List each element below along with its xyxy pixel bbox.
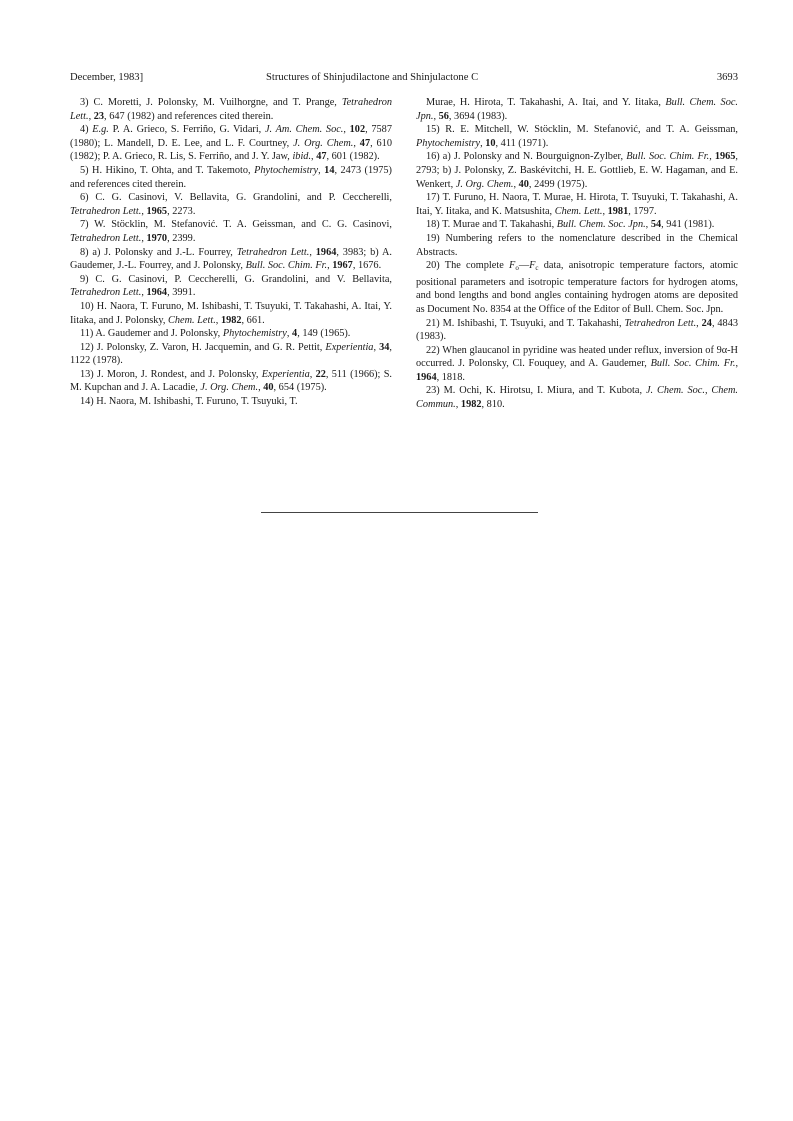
reference-text: ibid. xyxy=(292,151,312,163)
reference-text: Tetrahedron Lett. xyxy=(70,97,392,122)
reference-text: Bull. Chem. Soc. Jpn. xyxy=(556,219,646,231)
reference-text: 21) M. Ishibashi, T. Tsuyuki, and T. Takahashi, xyxy=(426,317,625,329)
reference-text: 19) Numbering refers to the nomenclature described in the Chemical Abstracts. xyxy=(416,232,738,258)
running-header xyxy=(70,72,738,88)
reference-entry xyxy=(416,259,738,316)
reference-text: 8) a) J. Polonsky and J.-L. Fourrey, xyxy=(80,246,237,258)
references-left-column xyxy=(70,96,392,409)
reference-text: 1981 xyxy=(607,205,629,217)
reference-text: , 941 (1981). xyxy=(661,219,715,231)
reference-text: Tetrahedron Lett. xyxy=(624,317,697,329)
reference-text: 24 xyxy=(701,317,712,329)
reference-text: , xyxy=(480,137,486,149)
reference-entry xyxy=(70,327,392,341)
reference-text: , xyxy=(141,205,147,217)
reference-text: , 149 (1965). xyxy=(297,328,351,340)
reference-text: 5) H. Hikino, T. Ohta, and T. Takemoto, xyxy=(80,164,255,176)
reference-text: , xyxy=(309,368,316,380)
reference-text: 12) J. Polonsky, Z. Varon, H. Jacquemin, and G. R. Pettit, xyxy=(80,341,326,353)
reference-text: , 601 (1982). xyxy=(326,151,380,163)
reference-text: Tetrahedron Lett. xyxy=(236,246,310,258)
reference-text: , 3983; b) A. Gaudemer, J.-L. Fourrey, and J. Polonsky, xyxy=(70,246,392,272)
reference-text: J. Org. Chem. xyxy=(200,382,259,394)
reference-text: 40 xyxy=(518,178,529,190)
reference-entry xyxy=(70,96,392,123)
reference-text: , 1818. xyxy=(436,371,465,383)
reference-text: o xyxy=(515,264,519,273)
reference-text: 1964 xyxy=(416,371,437,383)
reference-text: Tetrahedron Lett. xyxy=(70,287,142,299)
reference-text: , 1676. xyxy=(352,260,382,272)
reference-text: , xyxy=(343,124,350,136)
reference-text: , xyxy=(309,246,316,258)
reference-text: , 2499 (1975). xyxy=(528,178,588,190)
reference-text: , 810. xyxy=(481,399,505,411)
reference-text: Bull. Soc. Chim. Fr. xyxy=(245,260,328,272)
reference-text: , xyxy=(602,205,608,217)
reference-text: , xyxy=(373,341,380,353)
reference-text: 15) R. E. Mitchell, W. Stöcklin, M. Stefanović, and T. A. Geissman, xyxy=(426,124,738,136)
reference-text: 22) When glaucanol in pyridine was heated under reflux, inversion of 9α-H occurred. J. Polonsky, Cl. Fouquey, and A. Gaudemer, xyxy=(416,344,738,370)
reference-text: J. Am. Chem. Soc. xyxy=(264,124,344,136)
end-rule xyxy=(261,512,538,513)
reference-text: 14 xyxy=(324,164,335,176)
reference-entry xyxy=(416,191,738,218)
reference-text: Bull. Soc. Chim. Fr. xyxy=(650,358,736,370)
reference-text: 20) The complete xyxy=(426,260,510,272)
reference-text: 23) M. Ochi, K. Hirotsu, I. Miura, and T. Kubota, xyxy=(426,385,646,397)
reference-text: , xyxy=(433,110,439,122)
reference-text: 11) A. Gaudemer and J. Polonsky, xyxy=(80,328,223,340)
reference-text: Tetrahedron Lett. xyxy=(70,205,142,217)
reference-text: , xyxy=(735,358,739,370)
reference-text: 10 xyxy=(485,137,496,149)
reference-text: , 511 (1966); S. M. Kupchan and J. A. Lacadie, xyxy=(70,368,392,394)
reference-text: 1965 xyxy=(714,151,736,163)
reference-entry xyxy=(70,164,392,191)
reference-entry xyxy=(416,218,738,232)
reference-text: 1967 xyxy=(332,260,353,272)
reference-text: Murae, H. Hirota, T. Takahashi, A. Itai, and Y. Iitaka, xyxy=(426,97,666,108)
reference-text: 1970 xyxy=(146,232,168,244)
reference-text: 34 xyxy=(379,341,390,353)
reference-text: 7) W. Stöcklin, M. Stefanović. T. A. Geissman, and C. G. Casinovi, xyxy=(80,219,392,231)
reference-text: 54 xyxy=(650,219,662,231)
reference-text: , xyxy=(286,328,293,340)
reference-text: , xyxy=(258,382,264,394)
reference-text: J. Chem. Soc., Chem. Commun. xyxy=(416,385,739,411)
reference-text: , xyxy=(455,399,461,411)
reference-entry xyxy=(416,384,738,411)
reference-entry xyxy=(416,150,738,191)
reference-text: F xyxy=(529,260,536,272)
reference-entry xyxy=(70,218,392,245)
reference-text: E.g. xyxy=(92,124,109,136)
reference-text: 1982 xyxy=(220,314,242,326)
reference-text: 1982 xyxy=(460,399,482,411)
reference-text: , xyxy=(311,151,317,163)
reference-entry xyxy=(416,232,738,259)
reference-entry xyxy=(70,273,392,300)
reference-text: 6) C. G. Casinovi, V. Bellavita, G. Grandolini, and P. Ceccherelli, xyxy=(80,192,392,204)
reference-text: , 647 (1982) and references cited therein. xyxy=(104,110,274,122)
reference-text: , 7587 (1980); L. Mandell, D. E. Lee, and L. F. Courtney, xyxy=(70,124,392,149)
reference-entry xyxy=(70,246,392,273)
reference-text: Chem. Lett. xyxy=(554,205,603,217)
reference-text: , xyxy=(709,151,715,163)
reference-text: , xyxy=(318,164,325,176)
reference-text: 16) a) J. Polonsky and N. Bourguignon-Zylber, xyxy=(426,151,627,163)
reference-text: , 2473 (1975) and references cited therein. xyxy=(70,164,392,190)
reference-entry xyxy=(70,341,392,368)
reference-text: , xyxy=(513,178,519,190)
reference-text: 40 xyxy=(263,382,274,394)
reference-text: Chem. Lett. xyxy=(168,314,216,326)
references-right-column xyxy=(416,96,738,412)
reference-text: c xyxy=(535,264,539,273)
reference-text: 10) H. Naora, T. Furuno, M. Ishibashi, T. Tsuyuki, T. Takahashi, A. Itai, Y. Iitaka, and J. Polonsky, xyxy=(70,300,392,326)
header-date: December, 1983] xyxy=(70,72,144,83)
reference-text: Phytochemistry xyxy=(254,164,319,176)
reference-entry xyxy=(416,96,738,123)
reference-text: 1964 xyxy=(146,287,168,299)
reference-text: 1965 xyxy=(146,205,168,217)
header-title: Structures of Shinjudilactone and Shinjulactone C xyxy=(266,72,479,83)
reference-text: 23 xyxy=(93,110,105,122)
reference-text: , xyxy=(141,232,147,244)
reference-text: , 1797. xyxy=(628,205,657,217)
reference-text: , 654 (1975). xyxy=(273,382,327,394)
reference-text: Experientia xyxy=(325,341,374,353)
reference-text: 47 xyxy=(316,151,327,163)
reference-entry xyxy=(70,395,392,409)
reference-text: 17) T. Furuno, H. Naora, T. Murae, H. Hirota, T. Tsuyuki, T. Takahashi, A. Itai, Y. Iitaka, and K. Matsushita, xyxy=(416,192,738,217)
reference-text: , 3694 (1983). xyxy=(448,110,508,122)
reference-text: Phytochemistry xyxy=(222,328,287,340)
reference-text: , 2793; b) J. Polonsky, Z. Baskévitchi, H. E. Gottlieb, E. W. Hagaman, and E. Wenkert, xyxy=(416,151,738,190)
reference-entry xyxy=(416,123,738,150)
reference-text: Bull. Soc. Chim. Fr. xyxy=(626,151,710,163)
reference-text: J. Org. Chem. xyxy=(293,137,354,149)
reference-text: Tetrahedron Lett. xyxy=(70,232,142,244)
reference-text: Phytochemistry xyxy=(416,137,481,149)
reference-text: 13) J. Moron, J. Rondest, and J. Polonsky, xyxy=(80,368,262,380)
reference-text: , 610 (1982); P. A. Grieco, R. Lis, S. Ferriño, and J. Y. Jaw, xyxy=(70,137,392,163)
reference-entry xyxy=(70,368,392,395)
reference-text: , 661. xyxy=(241,314,265,326)
reference-text: , xyxy=(645,219,651,231)
reference-text: , 1122 (1978). xyxy=(70,341,392,367)
reference-text: — xyxy=(518,260,530,272)
reference-entry xyxy=(416,344,738,385)
reference-entry xyxy=(416,317,738,344)
reference-text: , xyxy=(215,314,221,326)
reference-text: Experientia xyxy=(261,368,310,380)
page-number: 3693 xyxy=(716,72,738,83)
reference-text: 9) C. G. Casinovi, P. Ceccherelli, G. Grandolini, and V. Bellavita, xyxy=(80,273,392,285)
reference-text: , 2273. xyxy=(167,205,196,217)
reference-entry xyxy=(70,123,392,164)
reference-text: , 3991. xyxy=(167,287,196,299)
reference-text: , xyxy=(141,287,147,299)
reference-text: 14) H. Naora, M. Ishibashi, T. Furuno, T. Tsuyuki, T. xyxy=(80,396,298,408)
reference-text: data, anisotropic temperature factors, atomic positional parameters and isotropic temperature factors for hydrogen atoms, and bond lengths and bond angles containing hydrogen atoms are deposited as Document No. 8354 at the Office of the Editor of Bull. Chem. Soc. Jpn. xyxy=(416,260,739,315)
reference-text: 4 xyxy=(292,328,298,340)
reference-text: Bull. Chem. Soc. Jpn. xyxy=(416,97,738,122)
reference-text: 22 xyxy=(315,368,326,380)
reference-text: , xyxy=(88,110,94,122)
reference-text: , xyxy=(696,317,702,329)
reference-text: P. A. Grieco, S. Ferriño, G. Vidari, xyxy=(108,124,265,136)
reference-text: 47 xyxy=(359,137,371,149)
reference-text: , 4843 (1983). xyxy=(416,317,739,343)
reference-text: 1964 xyxy=(315,246,337,258)
reference-text: , xyxy=(327,260,333,272)
reference-text: , 2399. xyxy=(167,232,196,244)
reference-entry xyxy=(70,191,392,218)
reference-text: 3) C. Moretti, J. Polonsky, M. Vuilhorgne, and T. Prange, xyxy=(80,97,342,108)
reference-text: J. Org. Chem. xyxy=(455,178,514,190)
reference-text: , xyxy=(353,137,360,149)
reference-text: , 411 (1971). xyxy=(495,137,549,149)
reference-text: 56 xyxy=(438,110,449,122)
reference-text: 4) xyxy=(80,124,93,136)
reference-text: F xyxy=(509,260,516,272)
reference-text: 102 xyxy=(349,124,366,136)
reference-text: 18) T. Murae and T. Takahashi, xyxy=(426,219,557,231)
reference-entry xyxy=(70,300,392,327)
